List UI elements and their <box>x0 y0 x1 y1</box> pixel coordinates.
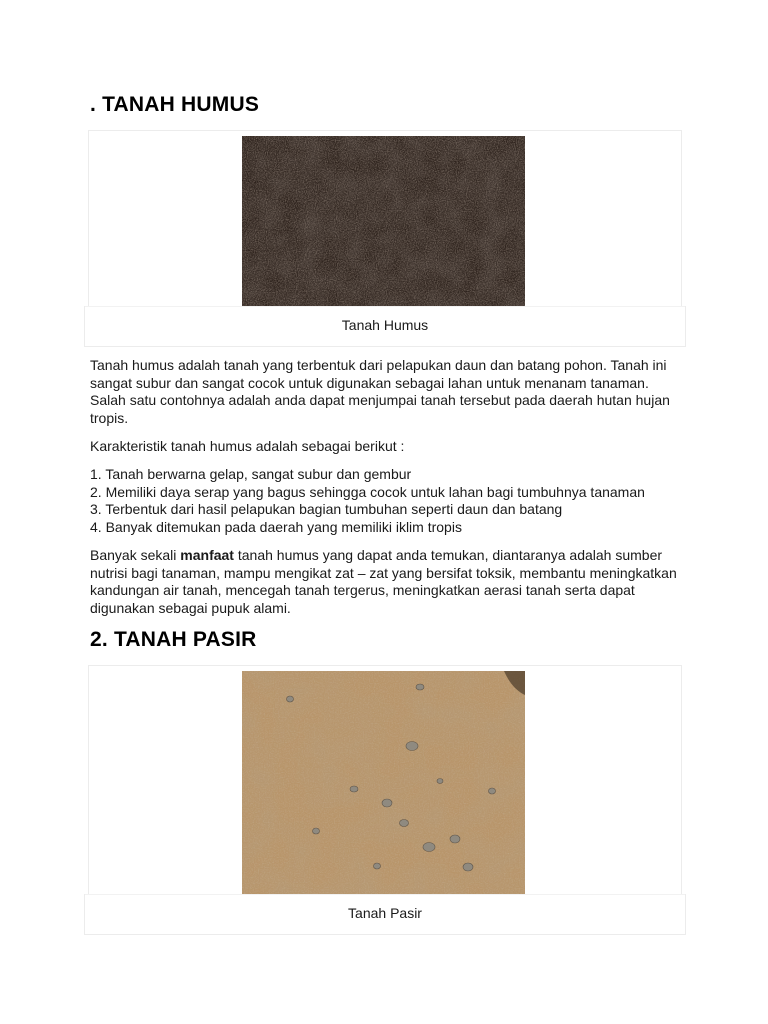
figure-humus <box>88 130 682 307</box>
figure-caption-humus: Tanah Humus <box>84 306 686 347</box>
paragraph-humus-characteristics-intro: Karakteristik tanah humus adalah sebagai berikut : <box>90 438 405 454</box>
list-item: 4. Banyak ditemukan pada daerah yang memiliki iklim tropis <box>90 518 462 535</box>
figure-pasir <box>88 665 682 895</box>
sandy-soil-image <box>242 671 525 895</box>
list-item: 1. Tanah berwarna gelap, sangat subur dan gembur <box>90 466 412 482</box>
list-item: 3. Terbentuk dari hasil pelapukan bagian tumbuhan seperti daun dan batang <box>90 501 563 518</box>
section-heading-pasir: 2. TANAH PASIR <box>90 628 257 651</box>
humus-soil-image <box>242 136 525 307</box>
paragraph-humus-benefits: Banyak sekali manfaat tanah humus yang dapat anda temukan, diantaranya adalah sumber nutrisi bagi tanaman, mampu mengikat zat – zat yang bersifat toksik, membantu meningkatkan kandungan air tanah, mencegah tanah tergerus, meningkatkan aerasi tanah serta dapat digunakan sebagai pupuk alami. <box>90 547 677 616</box>
paragraph-humus-definition: Tanah humus adalah tanah yang terbentuk dari pelapukan daun dan batang pohon. Tanah ini sangat subur dan sangat cocok untuk digunakan sebagai lahan untuk menanam tanaman. Salah satu contohnya adalah anda dapat menjumpai tanah tersebut pada daerah hutan hujan tropis. <box>90 357 670 426</box>
list-item: 2. Memiliki daya serap yang bagus sehingga cocok untuk lahan bagi tumbuhnya tanaman <box>90 483 645 500</box>
bold-link-manfaat: manfaat <box>180 547 234 563</box>
figure-caption-pasir: Tanah Pasir <box>84 894 686 935</box>
characteristics-list <box>90 466 680 536</box>
section-heading-humus: . TANAH HUMUS <box>90 93 260 116</box>
